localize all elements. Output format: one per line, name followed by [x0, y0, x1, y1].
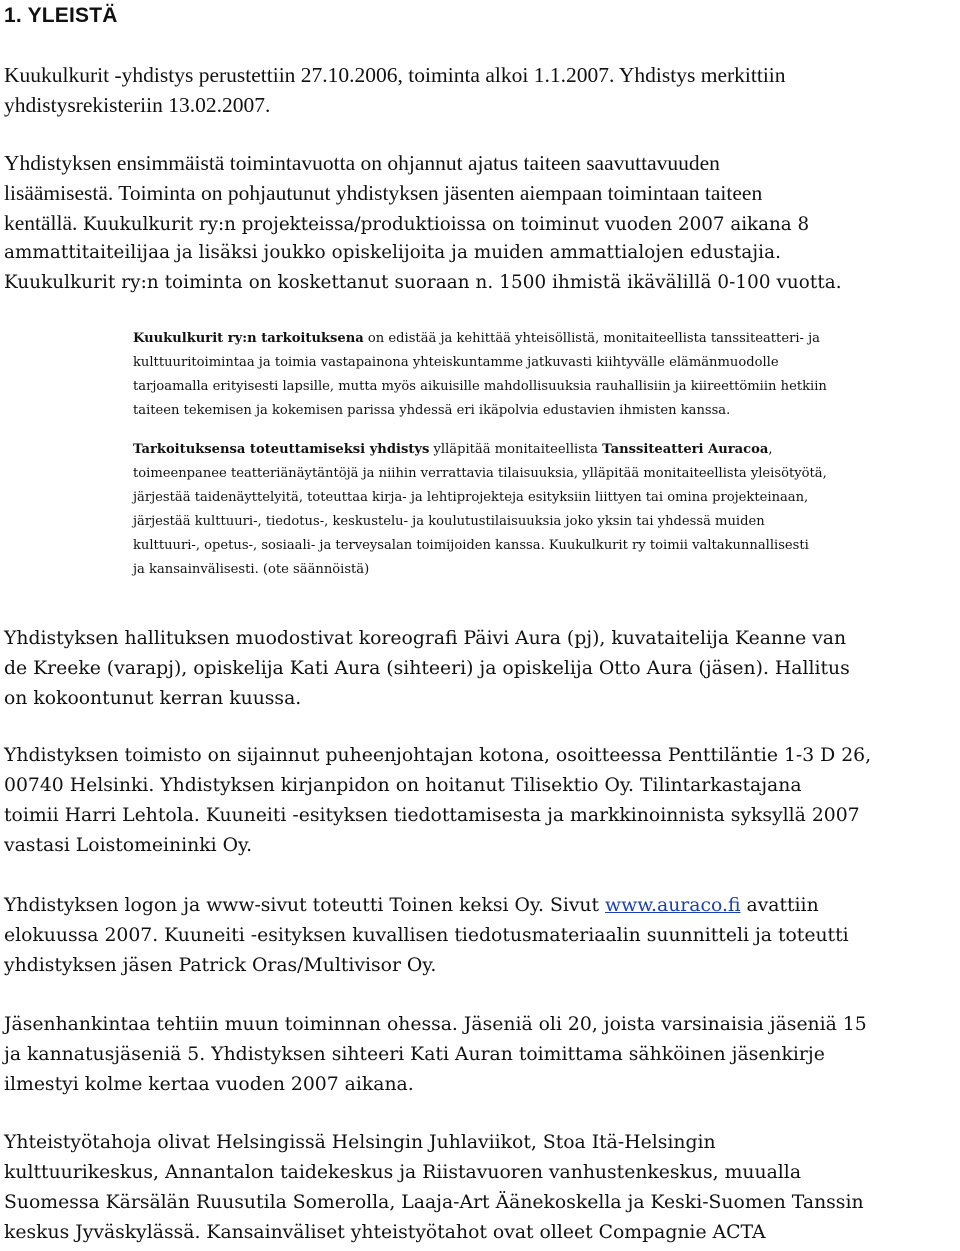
bold-lead: Tarkoituksensa toteuttamiseksi yhdistys — [133, 442, 430, 457]
text-line: toimii Harri Lehtola. Kuuneiti -esityksen tiedottamisesta ja markkinoinnista syksyllä 2007 — [4, 805, 860, 826]
partners-paragraph — [4, 1128, 958, 1248]
text-run: Kuukulkurit ry:n projekteissa/produktioissa on toiminut vuoden 2007 aikana 8 — [82, 214, 810, 235]
first-year-serif-lines — [4, 148, 954, 240]
text-line: vastasi Loistomeininki Oy. — [4, 835, 253, 856]
office-paragraph — [4, 741, 958, 861]
text-line — [133, 438, 960, 462]
text-line-mixed — [4, 208, 954, 240]
text-line: järjestää kulttuuri-, tiedotus-, keskustelu- ja koulutustilaisuuksia joko yksin tai yhdessä muiden — [133, 514, 765, 529]
text-line — [133, 327, 960, 351]
text-line: Kuukulkurit ry:n toiminta on koskettanut suoraan n. 1500 ihmistä ikävälillä 0-100 vuotta. — [4, 271, 842, 293]
text-run: kentällä. — [4, 211, 83, 235]
text-line: järjestää taidenäyttelyitä, toteuttaa kirja- ja lehtiprojekteja esityksiin liittyen tai omina projekteinaan, — [133, 490, 809, 505]
text-line: lisäämisestä. Toiminta on pohjautunut yhdistyksen jäsenten aiempaan toimintaan taiteen — [4, 181, 763, 205]
purpose-quote — [133, 327, 960, 423]
text-line: keskus Jyväskylässä. Kansainväliset yhteistyötahot ovat olleet Compagnie ACTA — [4, 1222, 766, 1243]
text-line: ammattitaiteilijaa ja lisäksi joukko opiskelijoita ja muiden ammattialojen edustajia. — [4, 242, 781, 263]
first-year-book-lines — [4, 238, 954, 297]
text-line: on kokoontunut kerran kuussa. — [4, 688, 302, 709]
website-paragraph — [4, 891, 958, 981]
section-heading: 1. YLEISTÄ — [4, 4, 118, 27]
text-line: toimeenpanee teatteriänäytäntöjä ja niihin verrattavia tilaisuuksia, ylläpitää monitaiteellista yleisötyötä, — [133, 466, 827, 481]
text-line: Yhdistyksen hallituksen muodostivat koreografi Päivi Aura (pj), kuvataitelija Keanne van — [4, 628, 847, 649]
text-run: , — [768, 442, 773, 457]
text-line: taiteen tekemisen ja kokemisen parissa yhdessä eri ikäpolvia edustavien ihmisten kanssa. — [133, 403, 731, 418]
text-line: ja kansainvälisesti. (ote säännöistä) — [133, 562, 370, 577]
text-line: 00740 Helsinki. Yhdistyksen kirjanpidon on hoitanut Tilisektio Oy. Tilintarkastajana — [4, 775, 802, 796]
board-paragraph — [4, 624, 958, 714]
text-line: Kuukulkurit -yhdistys perustettiin 27.10.2006, toiminta alkoi 1.1.2007. Yhdistys merkittiin — [4, 63, 786, 87]
text-line: yhdistysrekisteriin 13.02.2007. — [4, 93, 271, 117]
implementation-quote — [133, 438, 960, 582]
bold-name: Tanssiteatteri Auracoa — [602, 442, 769, 457]
text-run: avattiin — [740, 895, 819, 916]
text-line: Suomessa Kärsälän Ruusutila Somerolla, Laaja-Art Äänekoskella ja Keski-Suomen Tanssin — [4, 1192, 864, 1213]
text-run: on edistää ja kehittää yhteisöllistä, monitaiteellista tanssiteatteri- ja — [363, 331, 820, 346]
text-line: ja kannatusjäseniä 5. Yhdistyksen sihteeri Kati Auran toimittama sähköinen jäsenkirje — [4, 1044, 825, 1065]
text-run: Yhdistyksen logon ja www-sivut toteutti Toinen keksi Oy. Sivut — [4, 895, 606, 916]
text-line: de Kreeke (varapj), opiskelija Kati Aura (sihteeri) ja opiskelija Otto Aura (jäsen). Hallitus — [4, 658, 850, 679]
website-link[interactable]: www.auraco.fi — [605, 895, 741, 916]
text-line: kulttuurikeskus, Annantalon taidekeskus ja Riistavuoren vanhustenkeskus, muualla — [4, 1162, 802, 1183]
text-line: Yhdistyksen toimisto on sijainnut puheenjohtajan kotona, osoitteessa Penttiläntie 1-3 D 26, — [4, 745, 872, 766]
bold-lead: Kuukulkurit ry:n tarkoituksena — [133, 331, 364, 346]
text-line: kulttuuritoimintaa ja toimia vastapainona yhteiskuntamme jatkuvasti kiihtyvälle elämänmuodolle — [133, 355, 779, 370]
text-line: ilmestyi kolme kertaa vuoden 2007 aikana. — [4, 1074, 414, 1095]
founding-paragraph — [4, 60, 954, 120]
text-line: elokuussa 2007. Kuuneiti -esityksen kuvallisen tiedotusmateriaalin suunnitteli ja toteutti — [4, 925, 849, 946]
text-run: ylläpitää monitaiteellista — [429, 442, 603, 457]
text-line: Jäsenhankintaa tehtiin muun toiminnan ohessa. Jäseniä oli 20, joista varsinaisia jäseniä 15 — [4, 1014, 867, 1035]
membership-paragraph — [4, 1010, 958, 1100]
text-line — [4, 891, 958, 921]
text-line: yhdistyksen jäsen Patrick Oras/Multivisor Oy. — [4, 955, 437, 976]
text-line: kulttuuri-, opetus-, sosiaali- ja terveysalan toimijoiden kanssa. Kuukulkurit ry toimii valtakunnallisesti — [133, 538, 809, 553]
text-line: Yhdistyksen ensimmäistä toimintavuotta on ohjannut ajatus taiteen saavuttavuuden — [4, 151, 720, 175]
text-line: tarjoamalla erityisesti lapsille, mutta myös aikuisille mahdollisuuksia rauhallisiin ja kiireettömiin hetkiin — [133, 379, 827, 394]
text-line: Yhteistyötahoja olivat Helsingissä Helsingin Juhlaviikot, Stoa Itä-Helsingin — [4, 1132, 716, 1153]
